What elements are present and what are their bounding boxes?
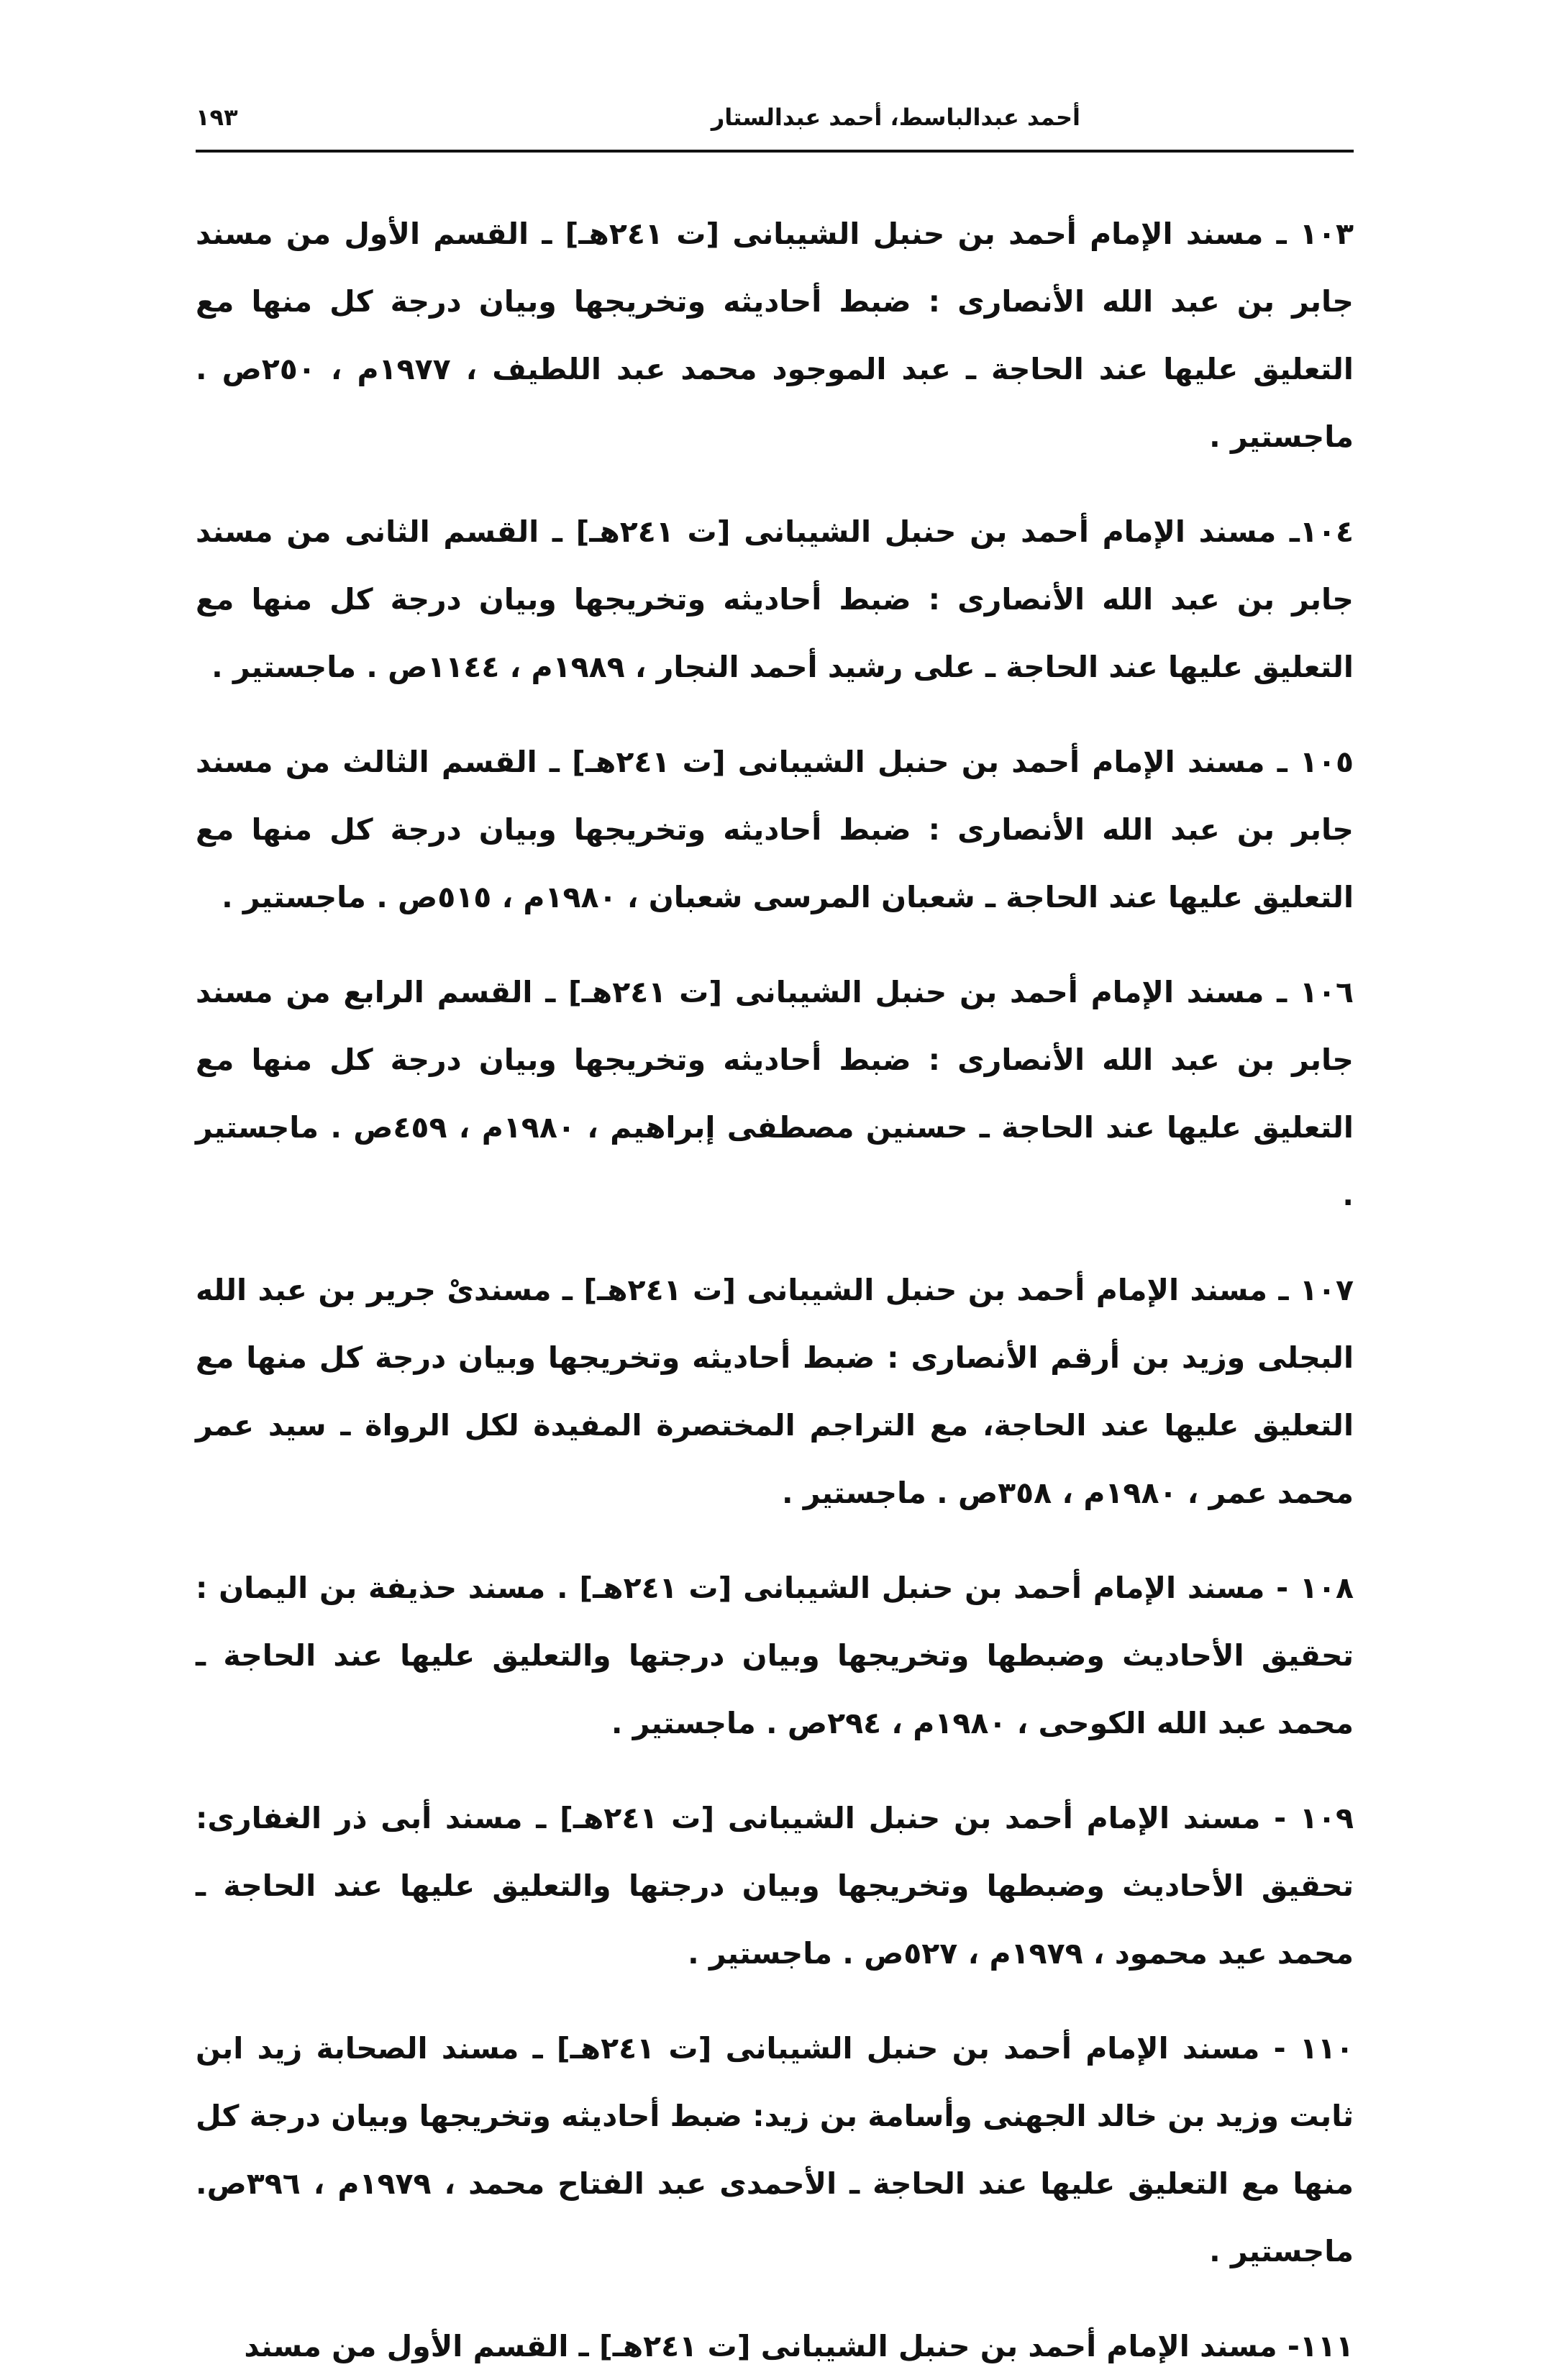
- bibliography-entry-103: ١٠٣ ـ مسند الإمام أحمد بن حنبل الشيبانى [ت ٢٤١هـ] ـ القسم الأول من مسند جابر بن عبد الله الأنصارى : ضبط أحاديثه وتخريجها وبيان درجة كل منها مع التعليق عليها عند الحاجة ـ عبد الموجود محمد عبد اللطيف ، ١٩٧٧م ، ٢٥٠ص . ماجستير .: [196, 217, 1354, 454]
- header-divider: [196, 150, 1354, 153]
- running-title: أحمد عبدالباسط، أحمد عبدالستار: [711, 104, 1080, 131]
- bibliography-list: [196, 200, 1354, 2363]
- page-number: ١٩٣: [196, 104, 238, 131]
- bibliography-entry-106: ١٠٦ ـ مسند الإمام أحمد بن حنبل الشيبانى [ت ٢٤١هـ] ـ القسم الرابع من مسند جابر بن عبد الله الأنصارى : ضبط أحاديثه وتخريجها وبيان درجة كل منها مع التعليق عليها عند الحاجة ـ حسنين مصطفى إبراهيم ، ١٩٨٠م ، ٤٥٩ص . ماجستير .: [196, 975, 1354, 1212]
- bibliography-entry-109: ١٠٩ - مسند الإمام أحمد بن حنبل الشيبانى [ت ٢٤١هـ] ـ مسند أبى ذر الغفارى: تحقيق الأحاديث وضبطها وتخريجها وبيان درجتها والتعليق عليها عند الحاجة ـ محمد عيد محمود ، ١٩٧٩م ، ٥٢٧ص . ماجستير .: [196, 1801, 1354, 1971]
- bibliography-entry-111: ١١١- مسند الإمام أحمد بن حنبل الشيبانى [ت ٢٤١هـ] ـ القسم الأول من مسند: [244, 2329, 1354, 2363]
- bibliography-entry-105: ١٠٥ ـ مسند الإمام أحمد بن حنبل الشيبانى [ت ٢٤١هـ] ـ القسم الثالث من مسند جابر بن عبد الله الأنصارى : ضبط أحاديثه وتخريجها وبيان درجة كل منها مع التعليق عليها عند الحاجة ـ شعبان المرسى شعبان ، ١٩٨٠م ، ٥١٥ص . ماجستير .: [196, 745, 1354, 914]
- bibliography-entry-108: ١٠٨ - مسند الإمام أحمد بن حنبل الشيبانى [ت ٢٤١هـ] . مسند حذيفة بن اليمان : تحقيق الأحاديث وضبطها وتخريجها وبيان درجتها والتعليق عليها عند الحاجة ـ محمد عبد الله الكوحى ، ١٩٨٠م ، ٢٩٤ص . ماجستير .: [196, 1571, 1354, 1740]
- bibliography-entry-104: ١٠٤ـ مسند الإمام أحمد بن حنبل الشيبانى [ت ٢٤١هـ] ـ القسم الثانى من مسند جابر بن عبد الله الأنصارى : ضبط أحاديثه وتخريجها وبيان درجة كل منها مع التعليق عليها عند الحاجة ـ على رشيد أحمد النجار ، ١٩٨٩م ، ١١٤٤ص . ماجستير .: [196, 514, 1354, 684]
- page-header: [196, 94, 1354, 154]
- bibliography-entry-110: ١١٠ - مسند الإمام أحمد بن حنبل الشيبانى [ت ٢٤١هـ] ـ مسند الصحابة زيد ابن ثابت وزيد بن خالد الجهنى وأسامة بن زيد: ضبط أحاديثه وتخريجها وبيان درجة كل منها مع التعليق عليها عند الحاجة ـ الأحمدى عبد الفتاح محمد ، ١٩٧٩م ، ٣٩٦ص. ماجستير .: [196, 2031, 1354, 2268]
- bibliography-entry-107: ١٠٧ ـ مسند الإمام أحمد بن حنبل الشيبانى [ت ٢٤١هـ] ـ مسندىْ جرير بن عبد الله البجلى وزيد بن أرقم الأنصارى : ضبط أحاديثه وتخريجها وبيان درجة كل منها مع التعليق عليها عند الحاجة، مع التراجم المختصرة المفيدة لكل الرواة ـ سيد عمر محمد عمر ، ١٩٨٠م ، ٣٥٨ص . ماجستير .: [196, 1273, 1354, 1510]
